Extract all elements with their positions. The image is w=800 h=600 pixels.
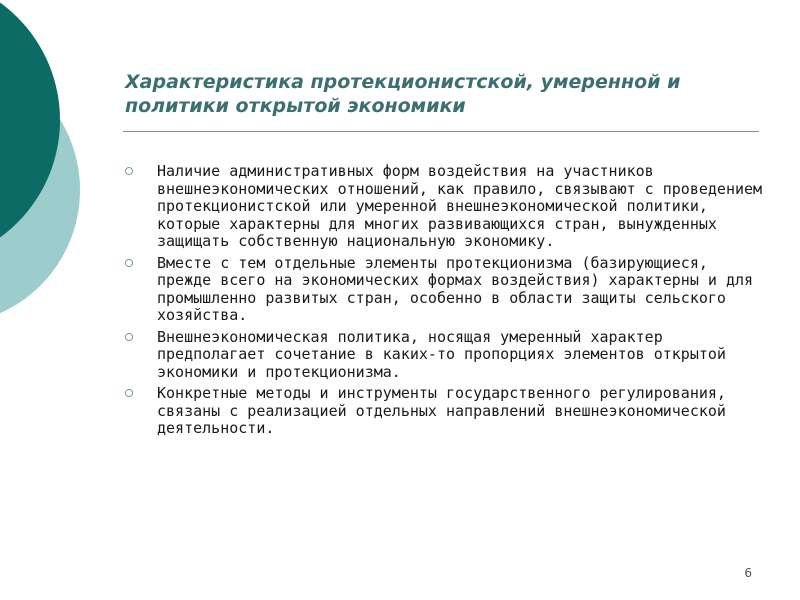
- page-number: 6: [744, 566, 752, 580]
- bullet-text: Вместе с тем отдельные элементы протекционизма (базирующиеся, прежде всего на экономических формах воздействия) характерны и для промышленно развитых стран, особенно в области защиты сельского хозяйства.: [157, 253, 754, 324]
- circle-bullet-icon: [125, 259, 133, 267]
- decorative-circles: [0, 0, 120, 330]
- circle-bullet-icon: [125, 333, 133, 341]
- title-divider: [123, 131, 759, 132]
- circle-bullet-icon: [125, 389, 133, 397]
- bullet-list: [125, 163, 765, 442]
- bullet-text: Наличие административных форм воздействия на участников внешнеэкономических отношений, как правило, связывают с проведением протекционистской или умеренной внешнеэкономической политики, которые характерны для многих развивающихся стран, вынужденных защищать собственную национальную экономику.: [157, 162, 763, 250]
- bullet-text: Конкретные методы и инструменты государственного регулирования, связаны с реализацией отдельных направлений внешнеэкономической деятельности.: [157, 384, 726, 437]
- bullet-text: Внешнеэкономическая политика, носящая умеренный характер предполагает сочетание в каких-то пропорциях элементов открытой экономики и протекционизма.: [157, 327, 726, 381]
- circle-bullet-icon: [125, 167, 133, 175]
- list-item: [125, 255, 765, 325]
- list-item: [125, 385, 765, 438]
- list-item: [125, 163, 765, 251]
- list-item: [125, 329, 765, 382]
- slide-title: Характеристика протекционистской, умеренной и политики открытой экономики: [125, 71, 681, 117]
